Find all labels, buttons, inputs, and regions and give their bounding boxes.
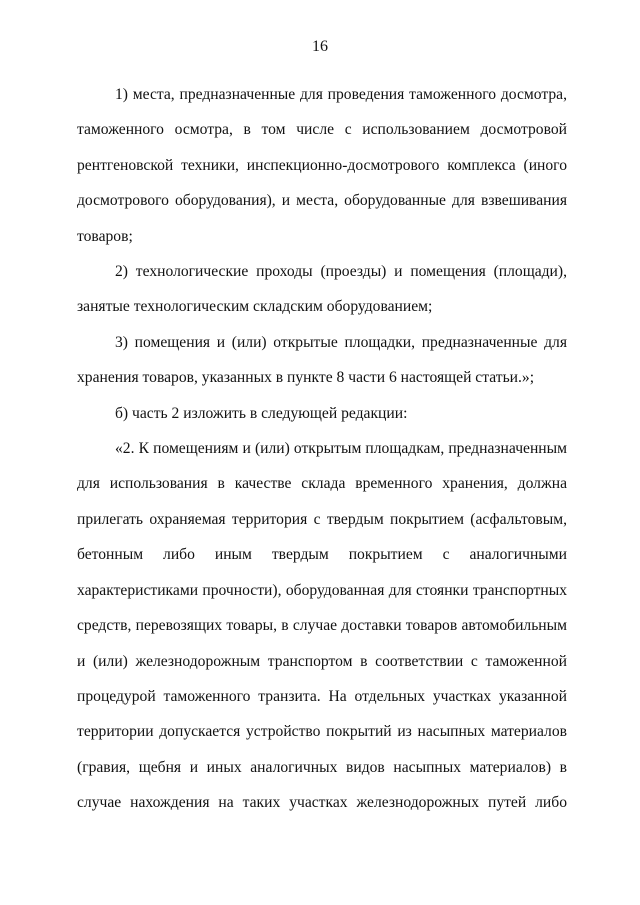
list-item-places: 1) места, предназначенные для проведения таможенного досмотра, таможенного осмотра, в том числе с использованием досмотровой рентгеновской техники, инспекционно-досмотрового комплекса (иного досмотрового оборудования), и места, оборудованные для взвешивания товаров;: [77, 86, 567, 245]
amendment-instruction: б) часть 2 изложить в следующей редакции:: [115, 404, 408, 422]
quoted-article-text: «2. К помещениям и (или) открытым площадкам, предназначенным для использования в качестве склада временного хранения, должна прилегать охраняемая территория с твердым покрытием (асфальтовым, бетонным либо иным твердым покрытием с аналогичными характеристиками прочности), оборудованная для стоянки транспортных средств, перевозящих товары, в случае доставки товаров автомобильным и (или) железнодорожным транспортом в соответствии с таможенной процедурой таможенного транзита. На отдельных участках указанной территории допускается устройство покрытий из насыпных материалов (гравия, щебня и иных аналогичных видов насыпных материалов) в случае нахождения на таких участках железнодорожных путей либо: [77, 440, 567, 812]
page-number: 16: [312, 38, 328, 55]
document-body: [77, 77, 567, 821]
list-item-passages: 2) технологические проходы (проезды) и помещения (площади), занятые технологическим складским оборудованием;: [77, 263, 567, 316]
list-item-premises: 3) помещения и (или) открытые площадки, предназначенные для хранения товаров, указанных в пункте 8 части 6 настоящей статьи.»;: [77, 333, 567, 387]
